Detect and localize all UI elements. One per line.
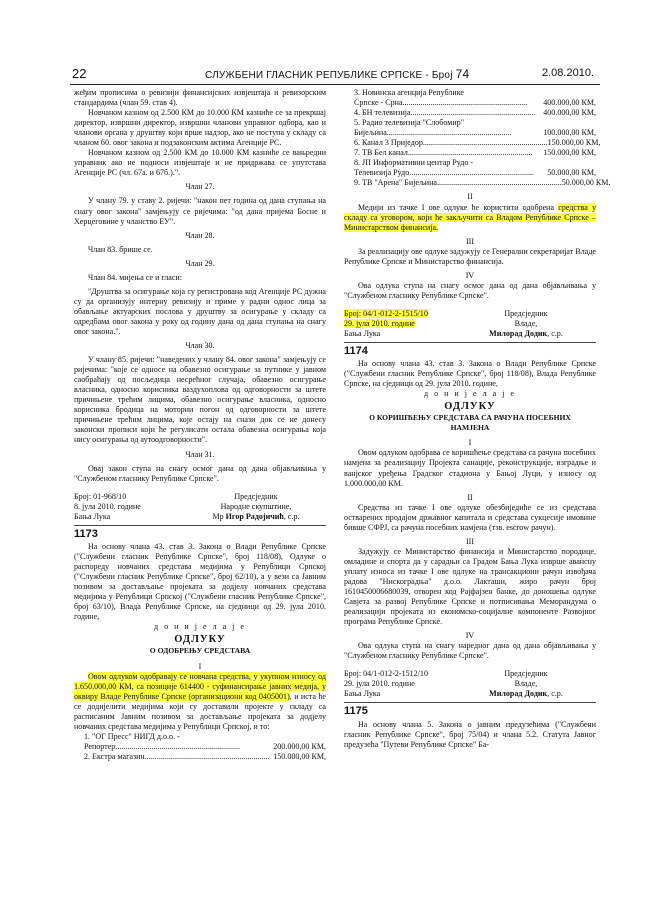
signer-body: Народне скупштине, — [220, 501, 292, 511]
paragraph: На основу члана 43. став 3. Закона о Влади Републике Српске ("Службени гласник Републике Српске", број 118/08), Одлуке о распореду новчаних средстава медијима у Републици Српској ("Службени гласник Републике Српске", број 62/10), а у вези са Јавним позивом за достављање пројеката за додјелу новчаних средстава медијима у Републици Српској ("Службени гласник Републике Српске", број 63/10), Влада Републике Српске, на сједници од 29. јула 2010. године, — [74, 541, 326, 622]
signer-title: Предсједник — [504, 669, 548, 679]
gazette-title — [205, 67, 469, 81]
signer — [456, 329, 596, 339]
item-amount: 150.000,00 КМ, — [547, 138, 601, 148]
roman-heading: II — [467, 492, 473, 502]
signature-block — [344, 309, 596, 339]
signer-body: Владе, — [514, 679, 538, 689]
page-number: 22 — [72, 66, 87, 81]
roman-heading: I — [198, 661, 202, 671]
doc-number: Број: 04/1-012-2-1515/10 — [344, 308, 428, 318]
paragraph: Ова одлука ступа на снагу осмог дана од дана објављивања у "Службеном гласнику Републике Српске". — [344, 280, 596, 300]
header-rule — [70, 84, 600, 85]
item-amount: 150.000,00 КМ, — [543, 148, 596, 158]
item-amount: 200.000,00 КМ, — [273, 742, 326, 752]
paragraph: Члан 83. брише се. — [88, 244, 153, 254]
item-name-cont: 6. Канал 3 Приједор.............................................................. — [354, 138, 548, 148]
item-name-cont: 7. ТВ Бел канал.............................................................. — [354, 148, 533, 158]
signer — [456, 689, 596, 699]
item-amount: 400.000,00 КМ, — [543, 108, 596, 118]
item-amount: 100.000,00 КМ, — [543, 128, 596, 138]
paragraph: "Друштва за осигурање која су регистрована код Агенције РС дужна су да организују интерну ревизију и приме у радни однос лица за обављање актуарских послова у друштву за осигурање у складу са одредбама овог закона у року од годину дана од дана ступања на снагу овог закона.". — [74, 286, 326, 336]
signer-suffix: , с.р. — [283, 511, 300, 521]
item-name-text: 9. ТВ "Арена" Бијељина — [354, 178, 437, 188]
item-name: 1. "ОГ Пресс" НИГД д.о.о. - — [84, 732, 180, 742]
paragraph: Новчаном казном од 2.500 КМ до 10.000 КМ казниће се вањредни управник ако не подноси извјештаје и не придржава се упутстава Агенције РС (чл. 67а. и 67б.).". — [74, 148, 326, 178]
paragraph: Члан 84. мијења се и гласи: — [88, 272, 182, 282]
highlighted-text: Овом одлуком одобравају се новчана средства, у укупном износу од 1.650.000,00 КМ, са позиције 614400 - суфинансирање јавних медија, у оквиру Владе Републике Српске (организациони код 0405001) — [74, 671, 326, 701]
act-number: 1175 — [344, 705, 368, 718]
roman-heading: I — [468, 438, 472, 448]
signer-name: Милорад Додик — [489, 689, 548, 699]
signer-suffix: , с.р. — [547, 329, 563, 339]
item-name: 8. ЈП Информативни центар Рудо - — [354, 158, 474, 168]
right-column — [344, 88, 611, 750]
signer-prefix: Мр — [212, 511, 226, 521]
decision-subtitle: О КОРИШЋЕЊУ СРЕДСТАВА СА РАЧУНА ПОСЕБНИХ НАМЈЕНА — [369, 413, 571, 432]
item-name-cont: Српске - Срна.............................................................. — [354, 98, 528, 108]
decision-title: ОДЛУКУ — [444, 401, 496, 413]
enacted-line: д о н и ј е л а ј е — [423, 389, 517, 399]
item-name-text: 7. ТВ Бел канал — [354, 148, 408, 158]
item-name-text: Бијељина — [354, 128, 387, 138]
roman-heading: III — [465, 536, 475, 546]
signature-block — [344, 669, 596, 699]
article-heading: Члан 29. — [185, 258, 215, 268]
item-name-text: 6. Канал 3 Приједор — [354, 138, 423, 148]
paragraph: Овај закон ступа на снагу осмог дана од дана објављивања у "Службеном гласнику Републике Српске". — [74, 463, 326, 483]
list-item — [344, 138, 601, 148]
item-name: 5. Радио телевизија "Слобомир" — [354, 118, 464, 128]
gazette-title-text: СЛУЖБЕНИ ГЛАСНИК РЕПУБЛИКЕ СРПСКЕ - Број — [205, 70, 453, 81]
list-item — [344, 118, 596, 138]
paragraph: На основу члана 5. Закона о јавним предузећима ("Службени гласник Републике Српске", број 75/04) и члана 5.2. Статута Јавног предузећа "Путеви Републике Српске" Ба- — [344, 719, 596, 749]
list-item — [344, 158, 596, 178]
item-name-cont: 9. ТВ "Арена" Бијељина.............................................................. — [354, 178, 562, 188]
page-header — [70, 66, 600, 80]
paragraph: Средства из тачке I ове одлуке обезбиједиће се из средстава остварених продајом државног капитала и средстава сукцесије имовине бивше СФРЈ, са рачуна посебних намјена (тзв. escrow рачун). — [344, 502, 596, 532]
item-name-text: Српске - Срна — [354, 98, 403, 108]
doc-number: Број: 04/1-012-2-1512/10 — [344, 669, 428, 679]
doc-date: 29. јула 2010. године — [344, 679, 415, 689]
item-name-cont: 2. Екстра магазин.............................................................. — [84, 752, 270, 762]
issue-date: 2.08.2010. — [542, 67, 594, 79]
item-name-text: 2. Екстра магазин — [84, 752, 145, 762]
item-name-text: Телевизија Рудо — [354, 168, 410, 178]
paragraph-text: , и иста ће се додијелити медијима који су доставили пројекте у складу са расписаним Јавним позивом за достављање пројеката за додјелу новчаних средстава медијима у Републици Српској, и то: — [74, 691, 326, 732]
list-item — [74, 752, 326, 762]
item-name-text: Репортер — [84, 742, 116, 752]
item-name-cont: Телевизија Рудо.............................................................. — [354, 168, 535, 178]
item-name-cont: 4. БН телевизија.............................................................. — [354, 108, 536, 118]
doc-place: Бања Лука — [344, 689, 381, 699]
allocation-list — [344, 88, 611, 188]
item-name-text: 4. БН телевизија — [354, 108, 411, 118]
act-number: 1173 — [74, 527, 98, 540]
paragraph: Ова одлука ступа на снагу наредног дана од дана објављивања у "Службеном гласнику Републике Српске". — [344, 641, 596, 661]
paragraph: За реализацију ове одлуке задужују се Генерални секретаријат Владе Републике Српске и Министарство финансија. — [344, 246, 596, 266]
doc-date: 29. јула 2010. године — [344, 318, 415, 328]
roman-heading: II — [467, 192, 473, 202]
article-heading: Члан 27. — [185, 182, 215, 192]
enacted-line: д о н и ј е л а ј е — [153, 622, 247, 632]
highlighted-text: средства у складу са уговором, који ће закључити са Владом Републике Српске – Министарством финансија. — [344, 202, 596, 232]
item-amount: 50.000,00 КМ, — [547, 168, 596, 178]
list-item — [344, 108, 596, 118]
doc-place: Бања Лука — [344, 329, 381, 339]
issue-number: 74 — [455, 67, 470, 81]
item-amount: 400.000,00 КМ, — [543, 98, 596, 108]
paragraph — [344, 203, 596, 233]
paragraph: жеђим прописима о ревизији финансијских извјештаја и ревизорским стандардима (члан 59. став 4). — [74, 88, 326, 108]
decision-subtitle: О ОДОБРЕЊУ СРЕДСТАВА — [149, 646, 251, 656]
paragraph: Овом одлуком одобрава се коришћење средстава са рачуна посебних намјена за реализацију Пројекта санације, реконструкције, изградње и ванјског уређења Градског стадиона у Бањој Луци, у износу од 1.000.000,00 КМ. — [344, 448, 596, 488]
roman-heading: III — [465, 236, 475, 246]
list-item — [344, 178, 611, 188]
item-name: 3. Новинска агенција Републике — [354, 88, 464, 97]
article-heading: Члан 30. — [185, 341, 215, 351]
roman-heading: IV — [465, 270, 475, 280]
decision-title: ОДЛУКУ — [174, 634, 226, 646]
item-amount: 150.000,00 КМ, — [273, 752, 326, 762]
doc-number: Број: 01-968/10 — [74, 491, 127, 501]
item-amount: 50.000,00 КМ. — [561, 178, 611, 188]
signer-name: Милорад Додик — [489, 329, 548, 339]
paragraph: Задужују се Министарство финансија и Министарство породице, омладине и спорта да у сарадњи са Градом Бања Лука изврше авансну уплату износа из тачке I ове одлуке на трансакциони рачун извођача радова "Нискоградња" д.о.о. Лакташи, жиро рачун број 1610450006680039, отворен код Рајфајзен банке, до доношења одлуке Савјета за развој Републике Српске и потписивања Меморандума о реализацији пројеката из економско-социјалне компоненте Развојног програма Републике Српске. — [344, 546, 596, 627]
doc-place: Бања Лука — [74, 511, 111, 521]
article-heading: Члан 28. — [185, 230, 215, 240]
signer-title: Предсједник — [504, 308, 548, 318]
item-name-cont: Бијељина.............................................................. — [354, 128, 512, 138]
act-number: 1174 — [344, 345, 368, 358]
list-item — [74, 732, 326, 752]
list-item — [344, 148, 596, 158]
paragraph — [74, 672, 326, 732]
doc-date: 8. јула 2010. године — [74, 501, 141, 511]
article-heading: Члан 31. — [185, 449, 215, 459]
signer — [186, 512, 326, 522]
paragraph: Новчаном казном од 2.500 КМ до 10.000 КМ казниће се за прекршај директор, извршни директор, извршни чланови управног одбора, као и чланови органа у друштву који врше надзор, ако не поступа у складу са чланом 60. овог закона и подзаконским актима Агенције РС. — [74, 108, 326, 148]
paragraph: У члану 79. у ставу 2. ријечи: "након пет година од дана ступања на снагу овог закона" замјењују се ријечима: "од дана пријема Босне и Херцеговине у чланство ЕУ". — [74, 196, 326, 226]
signer-suffix: , с.р. — [547, 689, 563, 699]
paragraph: У члану 85. ријечи: "наведених у члану 84. овог закона" замјењују се ријечима: "које се односе на обавезно осигурање за путнике у јавном саобраћају од посљедица несрећног случаја, обавезно осигурање власника, односно корисника ваздухоплова од одговорности за штете причињене трећим лицима, обавезно осигурање власника, односно корисника бродица на моторни погон од одговорности за штете причињене трећим лицима, које остају на снази док се не донесу законски прописи који ће регулисати остала обавезна осигурања која нису осигурања од аутоодговорности". — [74, 355, 326, 445]
signer-body: Владе, — [514, 318, 538, 328]
roman-heading: IV — [465, 631, 475, 641]
paragraph: На основу члана 43. став 3. Закона о Влади Републике Српске ("Службени гласник Републике Српске", број 118/08), Влада Републике Српске, на сједници од 29. јула 2010. године, — [344, 359, 596, 389]
list-item — [344, 88, 596, 108]
signer-name: Игор Радојичић — [225, 511, 284, 521]
paragraph-text: Медији из тачке I ове одлуке ће користити одобрена — [358, 202, 559, 212]
signature-block — [74, 492, 326, 522]
left-column — [74, 88, 326, 762]
item-name-cont: Репортер.............................................................. — [84, 742, 241, 752]
allocation-list — [74, 732, 326, 762]
signer-title: Предсједник — [234, 491, 278, 501]
